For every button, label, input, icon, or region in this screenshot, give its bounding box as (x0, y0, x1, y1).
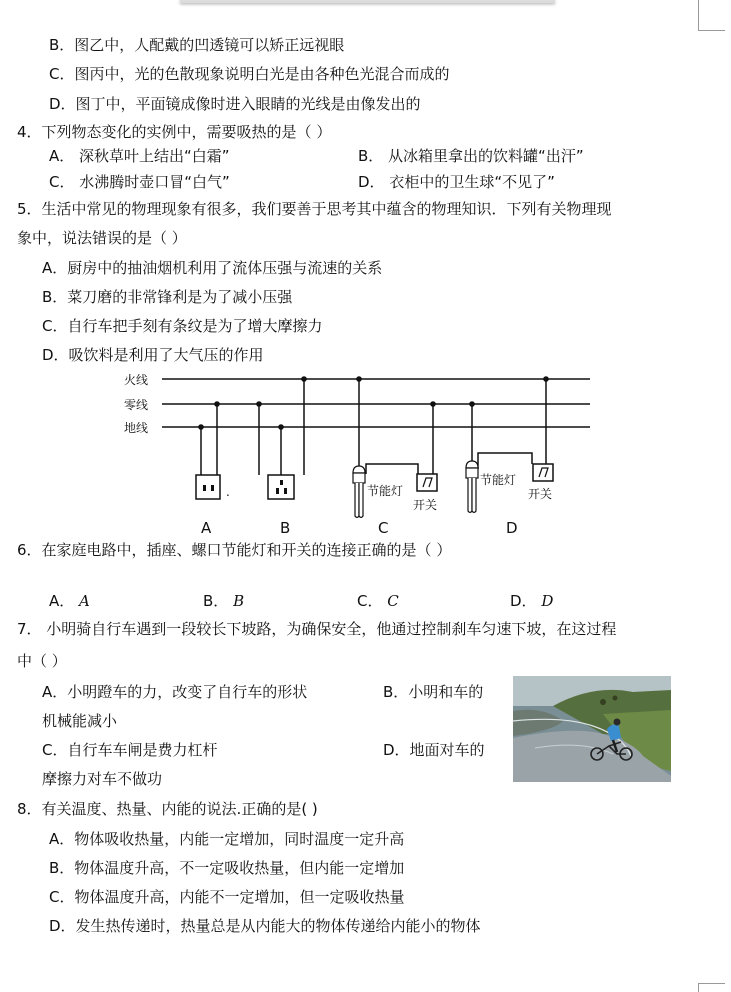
q7-stem-line2: 中（ ） (17, 652, 67, 670)
q7-option-d-line1: D．地面对车的 (383, 741, 485, 759)
diagram-label-d: D (506, 519, 518, 537)
cyclist-photo (513, 676, 671, 782)
q7-stem-line1: 7． 小明骑自行车遇到一段较长下坡路，为确保安全，他通过控制刹车匀速下坡，在这过程 (17, 620, 617, 638)
q8-option-d: D．发生热传递时，热量总是从内能大的物体传递给内能小的物体 (49, 917, 481, 935)
live-wire-label: 火线 (124, 373, 149, 387)
socket-a (196, 475, 220, 499)
page-corner-mark-bottom (698, 983, 725, 992)
page-corner-mark-top (698, 0, 725, 31)
household-circuit-diagram (120, 366, 600, 538)
q6-option-a: A． A (49, 592, 90, 610)
q6-stem: 6．在家庭电路中，插座、螺口节能灯和开关的连接正确的是（ ） (17, 541, 452, 559)
q8-option-c: C．物体温度升高，内能不一定增加，但一定吸收热量 (49, 888, 405, 906)
q4-option-a: A． 深秋草叶上结出“白霜” (49, 147, 230, 165)
q7-option-a: A．小明蹬车的力，改变了自行车的形状 (42, 683, 308, 701)
q3-option-d: D．图丁中，平面镜成像时进入眼睛的光线是由像发出的 (49, 95, 421, 113)
top-shadow-bar (180, 0, 555, 3)
q6-option-c: C． C (357, 592, 399, 610)
neutral-wire-label: 零线 (124, 398, 149, 412)
lamp-label-c: 节能灯 (367, 484, 404, 498)
q5-option-b: B．菜刀磨的非常锋利是为了减小压强 (42, 288, 293, 306)
q6-option-d: D． D (510, 592, 554, 610)
q5-option-d: D．吸饮料是利用了大气压的作用 (42, 346, 264, 364)
q4-option-b: B． 从冰箱里拿出的饮料罐“出汗” (358, 147, 584, 165)
lamp-label-d: 节能灯 (480, 473, 517, 487)
q7-option-b-line1: B．小明和车的 (383, 683, 484, 701)
q4-option-d: D． 衣柜中的卫生球“不见了” (358, 173, 555, 191)
q3-option-c: C．图丙中，光的色散现象说明白光是由各种色光混合而成的 (49, 65, 450, 83)
q7-option-b-line2: 机械能减小 (42, 712, 118, 730)
q3-option-b: B．图乙中，人配戴的凹透镜可以矫正远视眼 (49, 36, 345, 54)
q7-option-c: C．自行车车闸是费力杠杆 (42, 741, 218, 759)
socket-a-mark: . (226, 485, 230, 499)
diagram-label-b: B (280, 519, 291, 537)
switch-label-d: 开关 (528, 487, 553, 501)
diagram-label-a: A (201, 519, 212, 537)
switch-c (417, 474, 437, 491)
q5-stem-line1: 5．生活中常见的物理现象有很多，我们要善于思考其中蕴含的物理知识．下列有关物理现 (17, 200, 612, 218)
socket-b (268, 475, 294, 499)
q5-stem-line2: 象中，说法错误的是（ ） (17, 229, 187, 247)
q5-option-c: C．自行车把手刻有条纹是为了增大摩擦力 (42, 317, 323, 335)
q8-option-a: A．物体吸收热量，内能一定增加，同时温度一定升高 (49, 830, 405, 848)
diagram-label-c: C (378, 519, 389, 537)
q6-option-b: B． B (203, 592, 245, 610)
ground-wire-label: 地线 (124, 421, 149, 435)
q4-option-c: C． 水沸腾时壶口冒“白气” (49, 173, 230, 191)
q4-stem: 4．下列物态变化的实例中，需要吸热的是（ ） (17, 123, 332, 141)
switch-d (533, 464, 553, 481)
q7-option-d-line2: 摩擦力对车不做功 (42, 770, 163, 788)
q8-stem: 8．有关温度、热量、内能的说法.正确的是( ) (17, 800, 318, 818)
switch-label-c: 开关 (413, 498, 438, 512)
q5-option-a: A．厨房中的抽油烟机利用了流体压强与流速的关系 (42, 259, 383, 277)
q8-option-b: B．物体温度升高，不一定吸收热量，但内能一定增加 (49, 859, 405, 877)
